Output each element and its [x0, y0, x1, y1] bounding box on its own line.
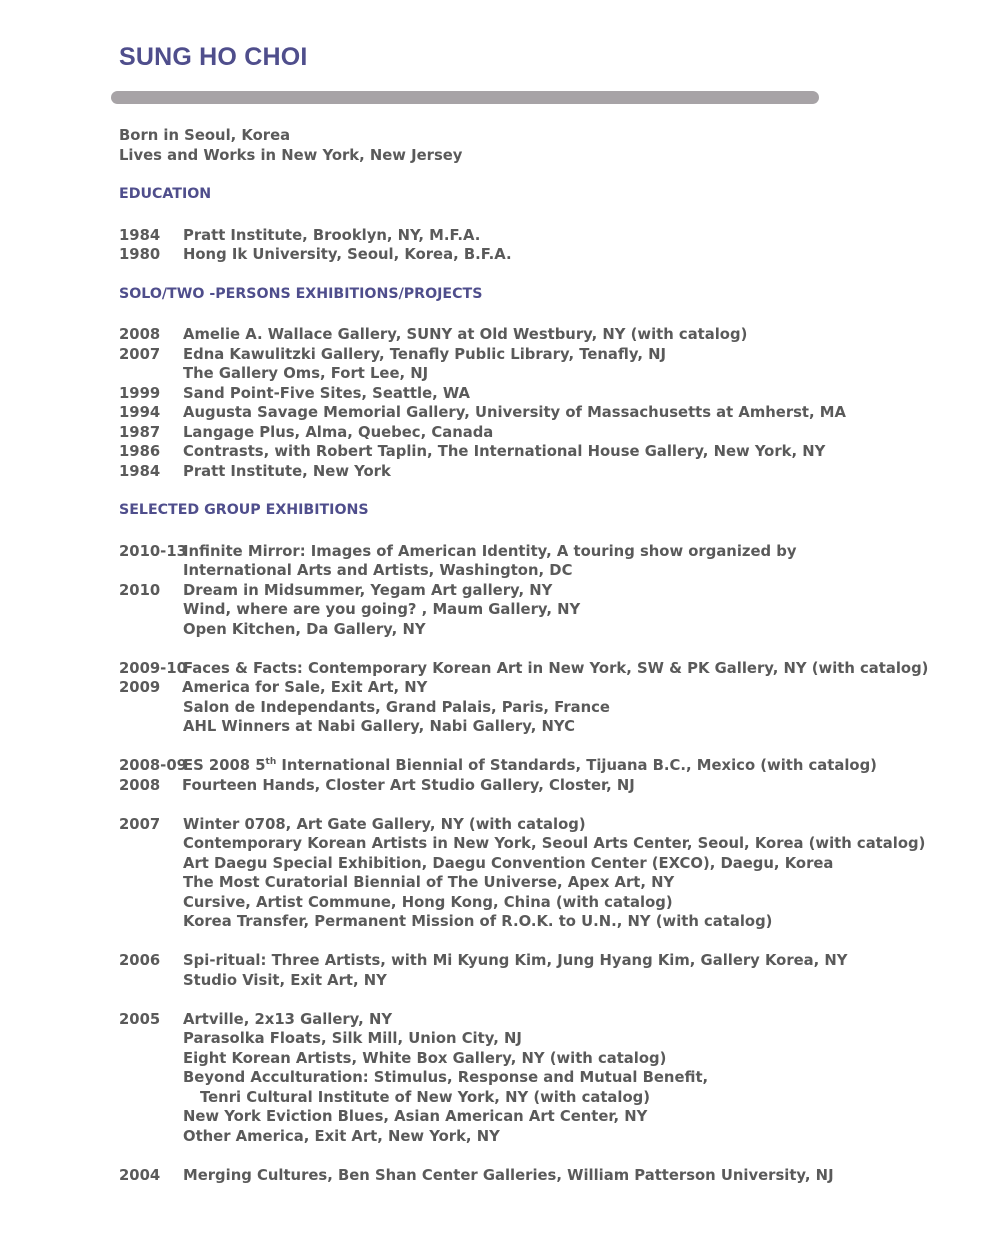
entry-text: Pratt Institute, New York: [183, 462, 391, 480]
entry-text: Studio Visit, Exit Art, NY: [183, 971, 387, 989]
entry-year: 1994: [119, 404, 161, 421]
list-item: [119, 226, 919, 246]
entry-text: Tenri Cultural Institute of New York, NY (with catalog): [200, 1088, 651, 1106]
bio-line: Lives and Works in New York, New Jersey: [119, 146, 463, 164]
entry-year: 2008: [119, 776, 161, 794]
entry-text: Winter 0708, Art Gate Gallery, NY (with catalog): [183, 815, 586, 833]
entry-text: Pratt Institute, Brooklyn, NY, M.F.A.: [183, 226, 481, 244]
entry-year: [119, 1029, 183, 1049]
list-item: [119, 678, 919, 698]
entry-year: [119, 364, 183, 384]
entry-text: Eight Korean Artists, White Box Gallery, NY (with catalog): [183, 1049, 667, 1067]
entry-text: Merging Cultures, Ben Shan Center Galleries, William Patterson University, NJ: [183, 1166, 834, 1184]
list-item: [119, 1049, 919, 1069]
entry-text: Fourteen Hands, Closter Art Studio Gallery, Closter, NJ: [182, 776, 635, 794]
list-item: [119, 1068, 919, 1088]
entry-year: 1980: [119, 246, 161, 263]
list-item: [119, 873, 919, 893]
entry-year: 2006: [119, 952, 161, 969]
entry-text: Contemporary Korean Artists in New York, Seoul Arts Center, Seoul, Korea (with catalog): [183, 835, 926, 852]
list-item: [119, 620, 919, 640]
entry-text: Contrasts, with Robert Taplin, The International House Gallery, New York, NY: [183, 443, 826, 460]
entry-year: [119, 873, 183, 893]
entry-year: 2009: [119, 679, 161, 696]
cv-content: [119, 126, 929, 1185]
entry-text: Parasolka Floats, Silk Mill, Union City, NJ: [183, 1030, 522, 1047]
list-item: [119, 384, 919, 404]
entry-text: Infinite Mirror: Images of American Identity, A touring show organized by International Arts and Artists, Washington, DC: [183, 542, 797, 579]
entry-text: Art Daegu Special Exhibition, Daegu Convention Center (EXCO), Daegu, Korea: [183, 854, 834, 872]
entry-year: 2004: [119, 1166, 161, 1184]
entry-year: 2007: [119, 345, 161, 363]
section-heading-solo: SOLO/TWO -PERSONS EXHIBITIONS/PROJECTS: [119, 285, 483, 302]
entry-text: Sand Point-Five Sites, Seattle, WA: [183, 384, 470, 402]
list-item: [119, 581, 919, 601]
entry-year: 2009-10: [119, 659, 187, 677]
entry-text: Other America, Exit Art, New York, NY: [183, 1127, 500, 1145]
entry-text: AHL Winners at Nabi Gallery, Nabi Gallery, NYC: [183, 718, 575, 735]
entry-text: Amelie A. Wallace Gallery, SUNY at Old Westbury, NY (with catalog): [183, 326, 748, 343]
list-item: [119, 659, 929, 679]
list-item: [119, 717, 919, 737]
list-item: [119, 364, 919, 384]
entry-text: Hong Ik University, Seoul, Korea, B.F.A.: [183, 246, 512, 263]
list-item: [119, 542, 919, 581]
entry-year: [119, 893, 183, 913]
list-item: [119, 1010, 919, 1030]
list-item: [119, 462, 919, 482]
entry-year: [119, 717, 183, 737]
list-item: [119, 1107, 919, 1127]
entry-year: [119, 1068, 183, 1088]
entry-year: 1984: [119, 462, 161, 480]
entry-year: [119, 1127, 183, 1147]
list-item: [119, 245, 919, 265]
entry-text: The Gallery Oms, Fort Lee, NJ: [183, 365, 429, 382]
list-item: [119, 325, 919, 345]
entry-text: America for Sale, Exit Art, NY: [182, 679, 428, 696]
artist-name: SUNG HO CHOI: [119, 43, 308, 71]
entry-year: [119, 1107, 183, 1127]
entry-text: New York Eviction Blues, Asian American Art Center, NY: [183, 1108, 648, 1125]
entry-year: 1987: [119, 423, 161, 441]
entry-text: Dream in Midsummer, Yegam Art gallery, NY: [183, 581, 553, 599]
list-item: [119, 1127, 919, 1147]
entry-year: 1999: [119, 384, 161, 402]
list-item: [119, 756, 919, 776]
list-item: [119, 1166, 919, 1186]
list-item: [119, 423, 919, 443]
header-divider: [111, 91, 819, 104]
entry-text: Beyond Acculturation: Stimulus, Response and Mutual Benefit,: [183, 1069, 709, 1086]
entry-year: 2010-13: [119, 542, 187, 560]
list-item: [119, 815, 919, 835]
entry-year: 2008-09: [119, 757, 187, 774]
list-item: [119, 893, 919, 913]
entry-year: [119, 854, 183, 874]
entry-text: Artville, 2x13 Gallery, NY: [183, 1010, 393, 1028]
entry-text: ES 2008 5th International Biennial of Standards, Tijuana B.C., Mexico (with catalog): [183, 757, 877, 774]
entry-text: Spi-ritual: Three Artists, with Mi Kyung Kim, Jung Hyang Kim, Gallery Korea, NY: [183, 952, 848, 969]
entry-text: Salon de Independants, Grand Palais, Paris, France: [183, 698, 610, 716]
list-item: [119, 951, 919, 971]
entry-year: [119, 698, 183, 718]
list-item: [119, 442, 919, 462]
entry-text: Augusta Savage Memorial Gallery, University of Massachusetts at Amherst, MA: [183, 404, 846, 421]
list-item: [119, 698, 919, 718]
entry-year: 2005: [119, 1010, 161, 1028]
entry-year: [119, 620, 183, 640]
entry-text: Open Kitchen, Da Gallery, NY: [183, 620, 426, 638]
entry-year: 1986: [119, 443, 161, 460]
entry-year: [119, 600, 183, 620]
list-item: [119, 600, 919, 620]
entry-year: 1984: [119, 226, 161, 244]
list-item: [119, 1088, 919, 1108]
list-item: [119, 403, 919, 423]
bio-line: Born in Seoul, Korea: [119, 127, 291, 144]
entry-text: Langage Plus, Alma, Quebec, Canada: [183, 423, 494, 441]
entry-text: Korea Transfer, Permanent Mission of R.O.K. to U.N., NY (with catalog): [183, 913, 773, 930]
list-item: [119, 1029, 919, 1049]
entry-text: Wind, where are you going? , Maum Gallery, NY: [183, 601, 581, 618]
entry-year: [119, 834, 183, 854]
section-heading-education: EDUCATION: [119, 186, 212, 202]
section-heading-group: SELECTED GROUP EXHIBITIONS: [119, 502, 369, 518]
entry-text: Faces & Facts: Contemporary Korean Art in New York, SW & PK Gallery, NY (with catalog): [183, 659, 929, 677]
entry-year: 2010: [119, 581, 161, 599]
entry-text: Cursive, Artist Commune, Hong Kong, China (with catalog): [183, 893, 673, 911]
entry-year: [119, 971, 183, 991]
list-item: [119, 971, 919, 991]
entry-year: [119, 1049, 183, 1069]
list-item: [119, 345, 919, 365]
list-item: [119, 834, 926, 854]
list-item: [119, 776, 919, 796]
entry-text: The Most Curatorial Biennial of The Universe, Apex Art, NY: [183, 874, 675, 891]
list-item: [119, 854, 919, 874]
entry-year: 2007: [119, 815, 161, 833]
entry-year: 2008: [119, 326, 161, 343]
list-item: [119, 912, 919, 932]
entry-year: [119, 1088, 183, 1108]
entry-text: Edna Kawulitzki Gallery, Tenafly Public Library, Tenafly, NJ: [183, 345, 667, 363]
entry-year: [119, 912, 183, 932]
